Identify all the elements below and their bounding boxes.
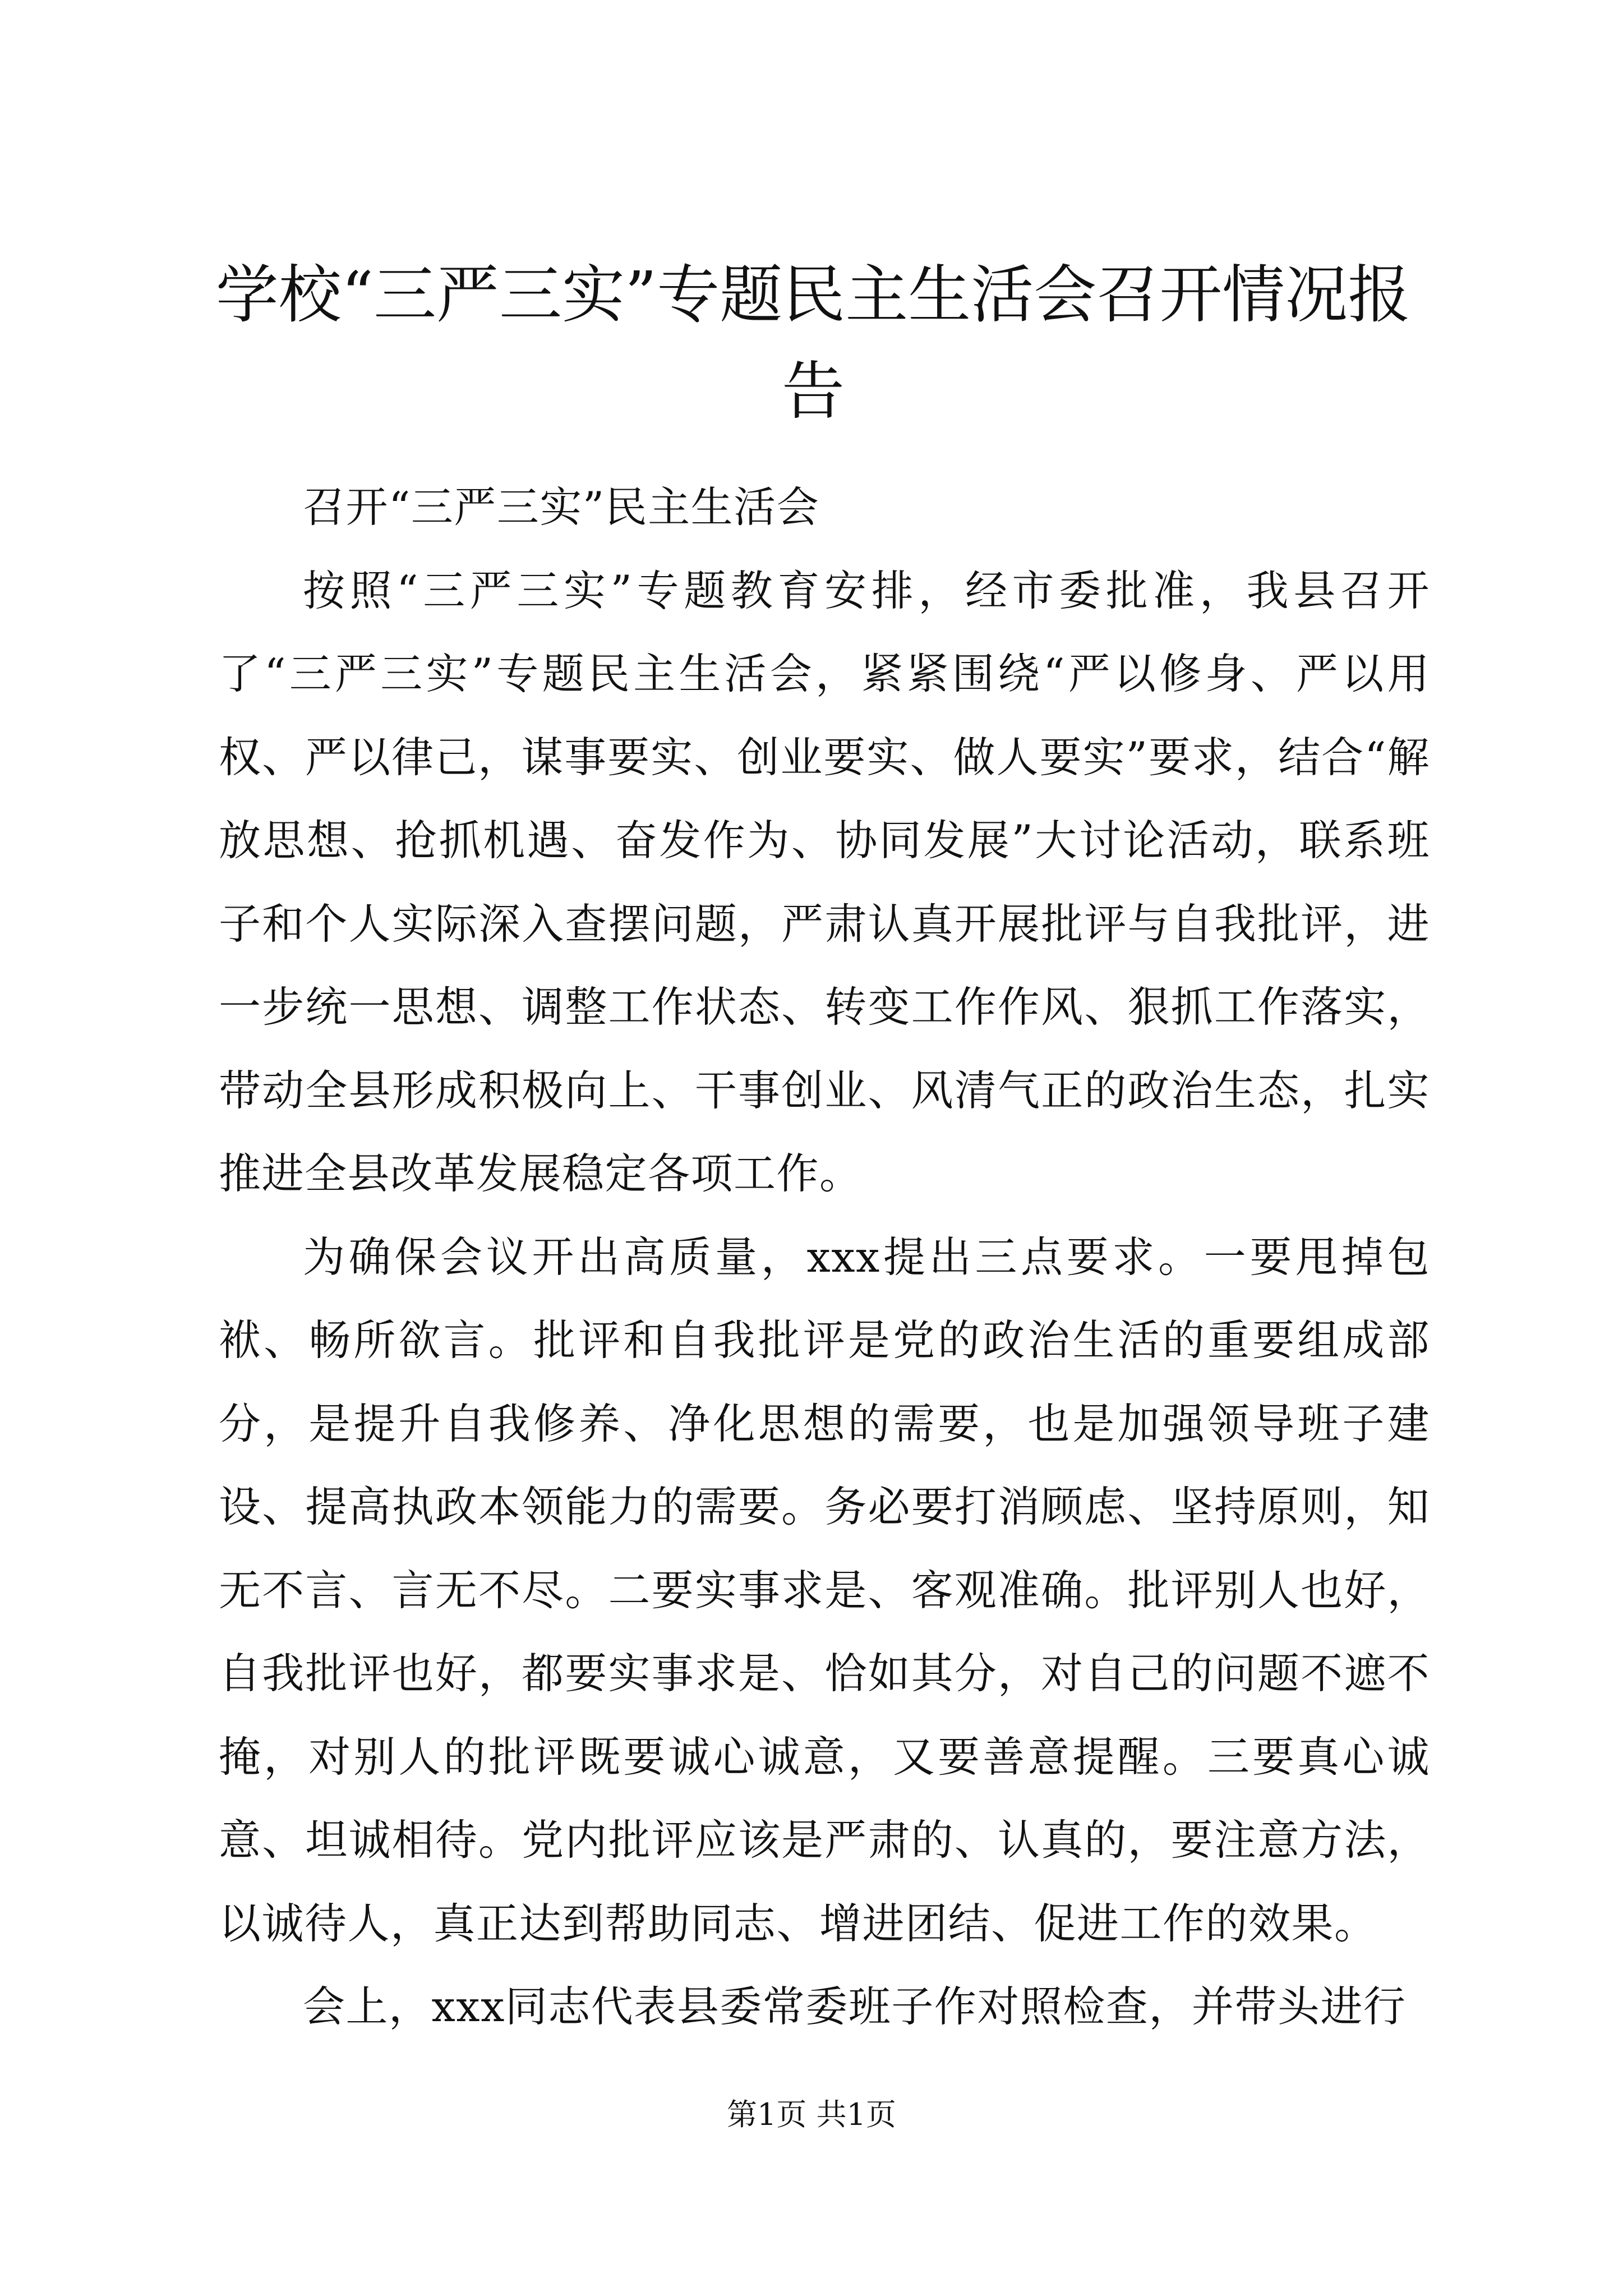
- paragraph-meeting-proceedings: 会上，xxx同志代表县委常委班子作对照检查，并带头进行: [303, 1982, 1407, 2031]
- page-footer: 第1页 共1页: [727, 2097, 896, 2132]
- document-body: [219, 466, 1430, 2049]
- paragraph-meeting-requirements: 为确保会议开出高质量，xxx提出三点要求。一要甩掉包袱、畅所欲言。批评和自我批评是党的政治生活的重要组成部分，是提升自我修养、净化思想的需要，也是加强领导班子建设、提高执政本领能力的需要。务必要打消顾虑、坚持原则，知无不言、言无不尽。二要实事求是、客观准确。批评别人也好，自我批评也好，都要实事求是、恰如其分，对自己的问题不遮不掩，对别人的批评既要诚心诚意，又要善意提醒。三要真心诚意、坦诚相待。党内批评应该是严肃的、认真的，要注意方法，以诚待人，真正达到帮助同志、增进团结、促进工作的效果。: [219, 1232, 1430, 1948]
- paragraph-meeting-heading: 召开“三严三实”民主生活会: [303, 482, 820, 532]
- paragraph-meeting-overview: 按照“三严三实”专题教育安排，经市委批准，我县召开了“三严三实”专题民主生活会，紧紧围绕“严以修身、严以用权、严以律己，谋事要实、创业要实、做人要实”要求，结合“解放思想、抢抓机遇、奋发作为、协同发展”大讨论活动，联系班子和个人实际深入查摆问题，严肃认真开展批评与自我批评，进一步统一思想、调整工作状态、转变工作作风、狠抓工作落实，带动全县形成积极向上、干事创业、风清气正的政治生态，扎实推进全县改革发展稳定各项工作。: [219, 565, 1430, 1198]
- document-title: 学校“三严三实”专题民主生活会召开情况报告: [215, 259, 1411, 428]
